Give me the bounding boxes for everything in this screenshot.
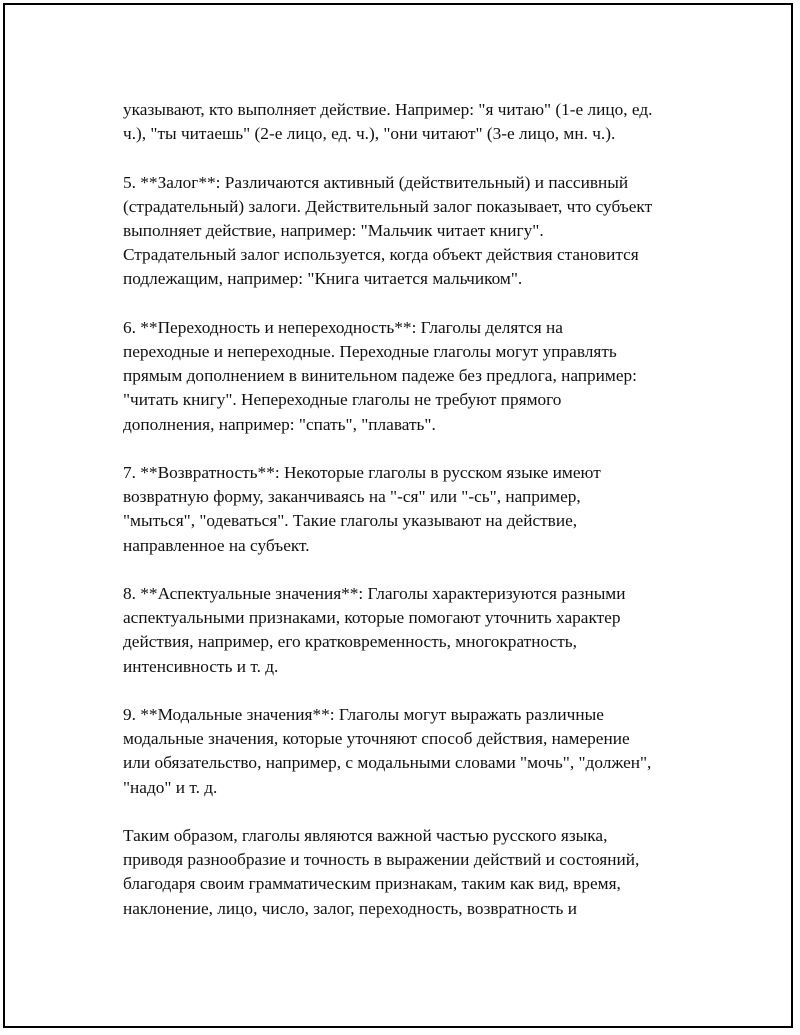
text-line: действия, например, его кратковременность, многократность,: [123, 632, 577, 652]
text-line: "читать книгу". Непереходные глаголы не требуют прямого: [123, 390, 562, 410]
text-line: аспектуальными признаками, которые помогают уточнить характер: [123, 608, 621, 628]
text-line: 9. **Модальные значения**: Глаголы могут выражать различные: [123, 705, 604, 724]
text-line: ч.), "ты читаешь" (2-е лицо, ед. ч.), "они читают" (3-е лицо, мн. ч.).: [123, 124, 616, 144]
page-frame: [3, 3, 793, 1028]
document-text: [123, 98, 693, 945]
text-line: Таким образом, глаголы являются важной частью русского языка,: [123, 826, 608, 845]
text-line: указывают, кто выполняет действие. Например: "я читаю" (1-е лицо, ед.: [123, 100, 653, 119]
text-line: 8. **Аспектуальные значения**: Глаголы характеризуются разными: [123, 584, 626, 603]
paragraph-transitivity: [123, 316, 693, 437]
text-line: (страдательный) залоги. Действительный залог показывает, что субъект: [123, 196, 653, 216]
text-line: 6. **Переходность и непереходность**: Глаголы делятся на: [123, 317, 563, 337]
paragraph-reflexivity: [123, 461, 693, 558]
text-line: прямым дополнением в винительном падеже без предлога, например:: [123, 366, 637, 386]
paragraph-conclusion: [123, 824, 693, 921]
paragraph-voice: [123, 171, 693, 292]
text-line: "надо" и т. д.: [123, 777, 218, 797]
text-line: 5. **Залог**: Различаются активный (действительный) и пассивный: [123, 172, 629, 192]
text-line: модальные значения, которые уточняют способ действия, намерение: [123, 729, 630, 749]
text-line: наклонение, лицо, число, залог, переходность, возвратность и: [123, 898, 577, 918]
text-line: "мыться", "одеваться". Такие глаголы указывают на действие,: [123, 511, 578, 531]
text-line: направленное на субъект.: [123, 535, 310, 555]
paragraph-modal-meanings: [123, 703, 693, 800]
text-line: подлежащим, например: "Книга читается мальчиком".: [123, 269, 523, 289]
paragraph-person-continuation: [123, 98, 693, 146]
text-line: дополнения, например: "спать", "плавать".: [123, 414, 436, 434]
text-line: переходные и непереходные. Переходные глаголы могут управлять: [123, 342, 617, 361]
text-line: 7. **Возвратность**: Некоторые глаголы в русском языке имеют: [123, 463, 601, 482]
paragraph-aspectual-meanings: [123, 582, 693, 679]
text-line: или обязательство, например, с модальными словами "мочь", "должен",: [123, 753, 652, 773]
text-line: выполняет действие, например: "Мальчик читает книгу".: [123, 221, 544, 240]
text-line: возвратную форму, заканчиваясь на "-ся" или "-сь", например,: [123, 487, 581, 507]
text-line: приводя разнообразие и точность в выражении действий и состояний,: [123, 850, 640, 870]
text-line: благодаря своим грамматическим признакам, таким как вид, время,: [123, 874, 621, 894]
text-line: интенсивность и т. д.: [123, 656, 279, 676]
text-line: Страдательный залог используется, когда объект действия становится: [123, 245, 639, 265]
